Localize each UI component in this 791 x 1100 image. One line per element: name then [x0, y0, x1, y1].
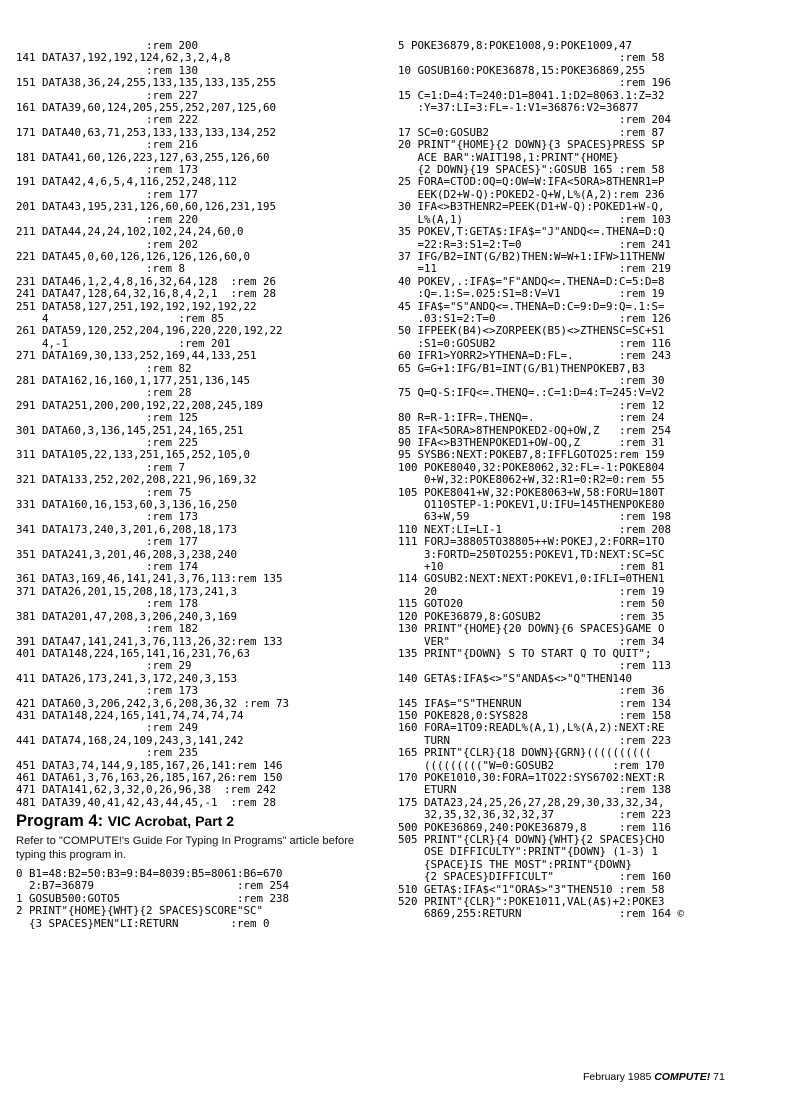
- program-number: Program 4:: [16, 812, 104, 831]
- page-number: 71: [713, 1071, 725, 1083]
- program-name: VIC Acrobat, Part 2: [107, 813, 234, 830]
- left-column: [16, 40, 382, 930]
- program-heading: [16, 812, 382, 831]
- page-footer: [583, 1071, 783, 1083]
- right-column: [398, 40, 773, 921]
- magazine-name: COMPUTE!: [654, 1071, 711, 1083]
- program-listing-part-b: 0 B1=48:B2=50:B3=9:B4=8039:B5=8061:B6=670 2:B7=36879 :rem 254 1 GOSUB500:GOTO5 :rem 238 2 PRINT"{HOME}{WHT}{2 SPACES}SCORE"SC" {3 SPACES}MEN"LI:RETURN :rem 0: [16, 867, 290, 930]
- issue-date: February 1985: [583, 1071, 652, 1083]
- program-listing-continued: 5 POKE36879,8:POKE1008,9:POKE1009,47 :rem 58 10 GOSUB160:POKE36878,15:POKE36869,255 :rem 196 15 C=1:D=4:T=240:D1=8041.1:D2=8063.1:Z=32 :Y=37:LI=3:FL=-1:V1=36876:V2=36877 :rem 204 17 SC=0:GOSUB2 :rem 87 20 PRINT"{HOME}{2 DOWN}{3 SPACES}PRESS SP ACE BAR":WAIT198,1:PRINT"{HOME} {2 DOWN}{19 SPACES}":GOSUB 165 :rem 58 25 FORA=CTOD:OQ=Q:OW=W:IFA<5ORA>8THENR1=P EEK(D2+W-Q):POKED2-Q+W,L%(A,2):rem 236 30 IFA<>B3THENR2=PEEK(D1+W-Q):POKED1+W-Q, L%(A,1) :rem 103 35 POKEV,T:GETA$:IFA$="J"ANDQ<=.THENA=D:Q =22:R=3:S1=2:T=0 :rem 241 37 IFG/B2=INT(G/B2)THEN:W=W+1:IFW>11THENW =11 :rem 219 40 POKEV,.:IFA$="F"ANDQ<=.THENA=D:C=5:D=8 :Q=.1:S=.025:S1=8:V=V1 :rem 19 45 IFA$="S"ANDQ<=.THENA=D:C=9:D=9:Q=.1:S= .03:S1=2:T=0 :rem 126 50 IFPEEK(B4)<>ZORPEEK(B5)<>ZTHENSC=SC+S1 :S1=0:GOSUB2 :rem 116 60 IFR1>YORR2>YTHENA=D:FL=. :rem 243 65 G=G+1:IFG/B1=INT(G/B1)THENPOKEB7,B3 :rem 30 75 Q=Q-S:IFQ<=.THENQ=.:C=1:D=4:T=245:V=V2 :rem 12 80 R=R-1:IFR=.THENQ=. :rem 24 85 IFA<5ORA>8THENPOKED2-OQ+OW,Z :rem 254 90 IFA<>B3THENPOKED1+OW-OQ,Z :rem 31 95 SYSB6:NEXT:POKEB7,8:IFFLGOTO25:rem 159 100 POKE8040,32:POKE8062,32:FL=-1:POKE804 0+W,32:POKE8062+W,32:R1=0:R2=0:rem 55 105 POKE8041+W,32:POKE8063+W,58:FORU=180T O110STEP-1:POKEV1,U:IFU=145THENPOKE80 63+W,59 :rem 198 110 NEXT:LI=LI-1 :rem 208 111 FORJ=38805TO38805++W:POKEJ,2:FORR=1TO 3:FORTD=250TO255:POKEV1,TD:NEXT:SC=SC +10 :rem 81 114 GOSUB2:NEXT:NEXT:POKEV1,0:IFLI=0THEN1 20 :rem 19 115 GOTO20 :rem 50 120 POKE36879,8:GOSUB2 :rem 35 130 PRINT"{HOME}{20 DOWN}{6 SPACES}GAME O VER" :rem 34 135 PRINT"{DOWN} S TO START Q TO QUIT"; :rem 113 140 GETA$:IFA$<>"S"ANDA$<>"Q"THEN140 :rem 36 145 IFA$="S"THENRUN :rem 134 150 POKE828,0:SYS828 :rem 158 160 FORA=1TO9:READL%(A,1),L%(A,2):NEXT:RE TURN :rem 223 165 PRINT"{CLR}{18 DOWN}{GRN}(((((((((( ((((((((("W=0:GOSUB2 :rem 170 170 POKE1010,30:FORA=1TO22:SYS6702:NEXT:R ETURN :rem 138 175 DATA23,24,25,26,27,28,29,30,33,32,34, 32,35,32,36,32,32,37 :rem 223 500 POKE36869,240:POKE36879,8 :rem 116 505 PRINT"{CLR}{4 DOWN}{WHT}{2 SPACES}CHO OSE DIFFICULTY":PRINT"{DOWN} (1-3) 1 {SPACE}IS THE MOST":PRINT"{DOWN} {2 SPACES}DIFFICULT" :rem 160 510 GETA$:IFA$<"1"ORA$>"3"THEN510 :rem 58 520 PRINT"{CLR}":POKE1011,VAL(A$)+2:POKE3 6869,255:RETURN :rem 164 ©: [398, 39, 685, 921]
- program-listing-part-a: :rem 200 141 DATA37,192,192,124,62,3,2,4,8 :rem 130 151 DATA38,36,24,255,133,135,133,135,255 :rem 227 161 DATA39,60,124,205,255,252,207,125,60 :rem 222 171 DATA40,63,71,253,133,133,133,134,252 :rem 216 181 DATA41,60,126,223,127,63,255,126,60 :rem 173 191 DATA42,4,6,5,4,116,252,248,112 :rem 177 201 DATA43,195,231,126,60,60,126,231,195 :rem 220 211 DATA44,24,24,102,102,24,24,60,0 :rem 202 221 DATA45,0,60,126,126,126,126,60,0 :rem 8 231 DATA46,1,2,4,8,16,32,64,128 :rem 26 241 DATA47,128,64,32,16,8,4,2,1 :rem 28 251 DATA58,127,251,192,192,192,192,22 4 :rem 85 261 DATA59,120,252,204,196,220,220,192,22 4,-1 :rem 201 271 DATA169,30,133,252,169,44,133,251 :rem 82 281 DATA162,16,160,1,177,251,136,145 :rem 28 291 DATA251,200,200,192,22,208,245,189 :rem 125 301 DATA60,3,136,145,251,24,165,251 :rem 225 311 DATA105,22,133,251,165,252,105,0 :rem 7 321 DATA133,252,202,208,221,96,169,32 :rem 75 331 DATA160,16,153,60,3,136,16,250 :rem 173 341 DATA173,240,3,201,6,208,18,173 :rem 177 351 DATA241,3,201,46,208,3,238,240 :rem 174 361 DATA3,169,46,141,241,3,76,113:rem 135 371 DATA26,201,15,208,18,173,241,3 :rem 178 381 DATA201,47,208,3,206,240,3,169 :rem 182 391 DATA47,141,241,3,76,113,26,32:rem 133 401 DATA148,224,165,141,16,231,76,63 :rem 29 411 DATA26,173,241,3,172,240,3,153 :rem 173 421 DATA60,3,206,242,3,6,208,36,32 :rem 73 431 DATA148,224,165,141,74,74,74,74 :rem 249 441 DATA74,168,24,109,243,3,141,242 :rem 235 451 DATA3,74,144,9,185,167,26,141:rem 146 461 DATA61,3,76,163,26,185,167,26:rem 150 471 DATA141,62,3,32,0,26,96,38 :rem 242 481 DATA39,40,41,42,43,44,45,-1 :rem 28: [16, 39, 290, 809]
- typing-instructions: Refer to "COMPUTE!'s Guide For Typing In Programs" article before typing this program in.: [16, 835, 355, 861]
